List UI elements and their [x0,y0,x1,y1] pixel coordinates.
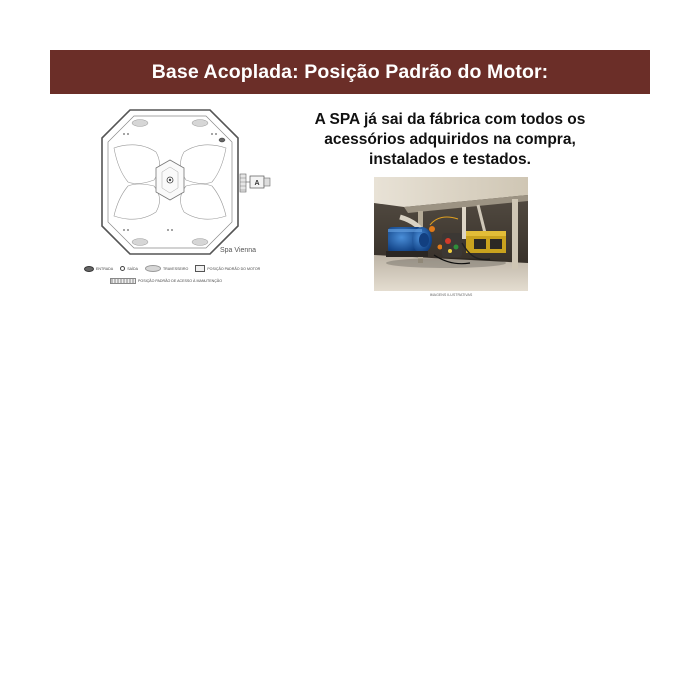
pillow-icon [145,265,161,272]
pillow-icon [132,239,148,246]
pillow-icon [192,120,208,127]
legend-entrada [84,266,113,272]
pillow-icon [132,120,148,127]
legend-travesseiro [145,265,188,272]
legend-motor-label: POSIÇÃO PADRÃO DO MOTOR [207,266,261,271]
page-title: Base Acoplada: Posição Padrão do Motor: [151,60,549,83]
inlet-icon [84,266,94,272]
diagram-legend-row-2 [110,278,229,284]
photo-caption: IMAGENS ILUSTRATIVAS [429,293,473,297]
motor-label: A [254,180,260,187]
legend-entrada-label: ENTRADA [96,266,114,271]
drain-icon [120,266,125,271]
motor-icon [195,265,205,272]
message-line-2: acessórios adquiridos na compra, [324,131,576,148]
maintenance-access-hatch [240,174,246,192]
message-line-3: instalados e testados. [369,151,531,168]
legend-motor [195,265,260,272]
maintenance-hatch-icon [110,278,136,284]
legend-acesso [110,278,222,284]
pillow-icon [192,239,208,246]
inlet-icon [219,138,225,142]
factory-message [300,110,600,170]
diagram-legend [84,265,267,272]
legend-acesso-label: POSIÇÃO PADRÃO DE ACESSO À MANUTENÇÃO [138,279,223,283]
legend-saida [120,266,138,271]
spa-model-name: Spa Vienna [220,247,257,254]
message-line-1: A SPA já sai da fábrica com todos os [314,111,586,128]
legend-travesseiro-label: TRAVESSEIRO [162,266,189,271]
header-banner [50,50,650,94]
legend-saida-label: SAÍDA [127,266,138,271]
motor-assembly-photo [374,177,528,291]
